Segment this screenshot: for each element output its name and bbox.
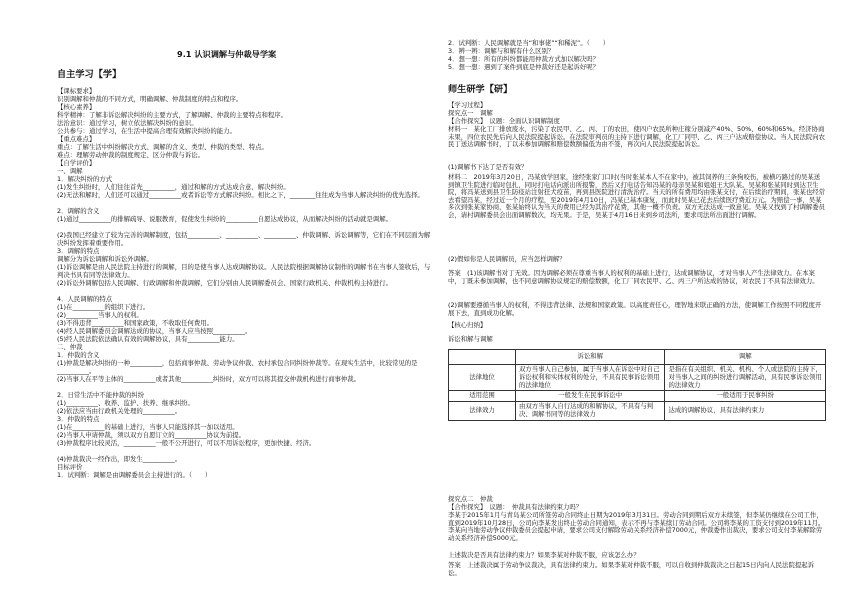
text-line: 目标评价 <box>57 463 83 471</box>
text-line: (2)依法应当由行政机关处理的__________。 <box>57 407 182 415</box>
text-line: 二、仲裁 <box>57 343 83 351</box>
table-cell: 由双方当事人自行达成的和解协议，不具有与判决、调解书同等的法律效力 <box>516 402 665 421</box>
table-header-cell: 诉讼和解 <box>516 350 665 365</box>
answer-paragraph: (2)调解要遵循当事人的权利，不得违背法律、法规和国家政策。以高度责任心，理智地来联正确的方法，使调解工作按照不同程度开展下去，直到成功化解。 <box>448 301 822 317</box>
text-line: (5)经人民法院依法确认有效的调解协议，具有__________能力。 <box>57 335 239 343</box>
text-line: 【课标要求】 <box>57 87 96 95</box>
table-header-cell: 调解 <box>665 350 826 365</box>
text-line: (1)在__________的基础上进行，当事人只能选择其一加以适用。 <box>57 423 239 431</box>
text-line: (2)当事人在平等主体的__________或者其他__________纠纷时，双方可以将其提交仲裁机构进行商事仲裁。 <box>57 375 361 383</box>
text-line: 3．调解的特点 <box>57 247 100 255</box>
table-row <box>449 402 826 421</box>
text-line: (2)诉讼外调解包括人民调解、行政调解和仲裁调解，它们分别由人民调解委员会、国家行政机关、仲裁机构主持进行。 <box>57 279 392 287</box>
table-cell: 一般发生在民事诉讼中 <box>516 391 665 402</box>
text-line: 【学习过程】 <box>448 101 487 109</box>
text-line: (1)在__________的组织下进行。 <box>57 303 150 311</box>
text-line: 3．辨一辨：调解与和解有什么区别？ <box>448 47 555 55</box>
material-two: 材料二 2019年3月20日，冯某放学回家，途经张家门口时(当时张某本人不在家中)，被其饲养的三条狗咬伤，被横巧路过的吴某送到镇卫生院进行临时包扎，同时打电话向派出所报警，然后又打电话告知冯某的母亲吴某和姐姐王大队某。吴某和张某同时到达卫生院，将冯某送到县卫生防疫站注射狂犬疫苗，再到县医院进行清洗治疗。当天的所有费用均由张某支付，在后续治疗期间，张某也经常去看望冯某，经过近一个月的疗程，至2019年4月10日，冯某已基本康复，而此时吴某已花去后续医疗费近万元。为赔偿一事，吴某多次到张某家协商，张某始终认为当天的费用已经为其治疗花费，其他一概不负责。双方无法达成一致意见。吴某又找到了村调解委员会，请村调解委员会出面调解数次，均无果。于是，吴某于4月16日来到乡司法所，要求司法所出面进行调解。 <box>448 173 826 219</box>
text-line: (2)我国已经建立了较为完善的调解制度，包括__________、__________、__________、仲裁调解、诉讼调解等，它们在不同层面为解决纠纷发挥着重要作用。 <box>57 231 431 247</box>
text-line: (2)当事人申请仲裁，须以双方自愿订立的__________协议为前提。 <box>57 431 245 439</box>
answer-paragraph: 答案 (1)该调解书对丁无效。因为调解必须在尊重当事人的权利的基础上进行，达成调解协议，才对当事人产生法律效力。在本案中，丁既未参加调解，也不同意调解协议规定的赔偿数额，化工厂同农民甲、乙、丙三户所达成的协议，对农民丁不具有法律效力。 <box>448 269 819 285</box>
text-line: 难点：理解劳动仲裁的制度规定、区分仲裁与诉讼。 <box>57 151 204 159</box>
section-heading-self-study: 自主学习【学】 <box>57 69 122 80</box>
table-cell: 达成的调解协议，具有法律约束力 <box>665 402 826 421</box>
answer-paragraph: 答案 上述裁决属于劳动争议裁决，具有法律约束力。如果李某对仲裁不服，可以自收到仲裁裁决之日起15日内向人民法院提起诉讼。 <box>448 561 815 577</box>
text-line: (1)诉讼调解是由人民法院主持进行的调解，目的是使当事人达成调解协议。人民法院根据调解协议制作的调解书在当事人签收后，与判决书具有同等法律效力。 <box>57 263 431 279</box>
question-line: 上述裁决是否具有法律约束力？如果李某对仲裁不服，应该怎么办？ <box>448 551 640 559</box>
page-title: 9.1 认识调解与仲裁导学案 <box>177 49 277 59</box>
text-line: (1)发生纠纷时，人们往往首先__________，通过和解的方式达成合意、解决纠纷。 <box>57 183 290 191</box>
text-line: (4)仲裁裁决一经作出，即发生__________。 <box>57 455 182 463</box>
text-line: 4．人民调解的特点 <box>57 295 113 303</box>
text-line: 【核心归纳】 <box>448 321 487 329</box>
text-line: 识别调解和仲裁的不同方式，明确调解、仲裁制度的特点和程序。 <box>57 95 243 103</box>
text-line: (2)无法和解时，人们还可以通过__________或者诉讼等方式解决纠纷。相比之下，________往往成为当事人解决纠纷的优先选择。 <box>57 191 424 199</box>
text-line: 2．试判断：人民调解就是当“和事佬”“和稀泥”。（ ） <box>448 39 610 47</box>
text-line: 4．想一想：所有的纠纷都能用仲裁方式加以解决吗？ <box>448 55 600 63</box>
table-row <box>449 365 826 391</box>
text-line: 法治意识：通过学习，树立依法解决纠纷的意识。 <box>57 119 198 127</box>
case-paragraph: 李某于2015年1月与青岛某公司所签劳动合同终止日期为2019年3月31日。劳动合同到期后双方未续签，但李某仍继续在公司工作，直到2019年10月28日，公司向李某发出终止劳动合同通知，表示不再与李某续订劳动合同。公司将李某的工资支付到2019年11月。李某向当地劳动争议仲裁委员会提起申请，要求公司支付解除劳动关系经济补偿7000元，仲裁委作出裁决，要求公司支付李某解除劳动关系经济补偿5000元。 <box>448 511 825 542</box>
text-line: (2)__________当事人的权利。 <box>57 311 143 319</box>
text-line: (4)经人民调解委员会调解达成的协议，当事人应当按照__________。 <box>57 327 252 335</box>
question-line: (2)假如你是人民调解员，应当怎样调解？ <box>448 255 566 263</box>
section-heading-teacher-student: 师生研学【研】 <box>448 84 513 95</box>
text-line: 1．试判断：调解是由调解委员会主持进行的。（ ） <box>57 471 212 479</box>
text-line: 科学精神：了解非诉讼解决纠纷的主要方式，了解调解、仲裁的主要特点和程序。 <box>57 111 288 119</box>
text-line: 一、调解 <box>57 167 83 175</box>
question-line: (1)调解书下达了是否有效？ <box>448 163 528 171</box>
text-line: 2．日常生活中不能仲裁的纠纷 <box>57 391 145 399</box>
text-line: (1)__________、收养、监护、扶养、继承纠纷。 <box>57 399 194 407</box>
text-line: 2．调解的含义 <box>57 207 100 215</box>
text-line: 公共参与：通过学习，在生活中提高合理有效解决纠纷的能力。 <box>57 127 236 135</box>
table-cell: 是指在有关组织、机关、机构、个人或法院的主持下，对当事人之间的纠纷进行调解活动，具有民事诉讼领用的法律效力 <box>665 365 826 391</box>
table-row-label: 法律地位 <box>449 365 516 391</box>
text-line: 探究点二 仲裁 <box>448 495 493 503</box>
text-line: 【核心素养】 <box>57 103 96 111</box>
text-line: 调解分为诉讼调解和诉讼外调解。 <box>57 255 153 263</box>
table-caption: 诉讼和解与调解 <box>448 335 493 343</box>
text-line: 3．仲裁的特点 <box>57 415 100 423</box>
table-cell: 一般适用于民事纠纷 <box>665 391 826 402</box>
text-line: (1)仲裁是解决纠纷的一种__________，包括商事仲裁、劳动争议仲裁、农村承包合同纠纷仲裁等。在现实生活中，比较常见的是__________。 <box>57 359 418 375</box>
text-line: (3)不得违背__________和国家政策，不收取任何费用。 <box>57 319 214 327</box>
table-row <box>449 391 826 402</box>
table-row-label: 适用范围 <box>449 391 516 402</box>
material-one: 材料一 某化工厂排放废水，污染了农民甲、乙、丙、丁的农田，使四户农民所种庄稼分别减产40%、50%、60%和65%。经济协商未果，四位农民先后向人民法院提起诉讼。在法院审判员的主持下进行调解，化工厂同甲、乙、丙三户达成赔偿协议。当人民法院向农民丁送达调解书时，丁以未参加调解和赔偿数额偏低为由不签，再次向人民法院提起诉讼。 <box>448 125 826 149</box>
text-line: 1．仲裁的含义 <box>57 351 100 359</box>
comparison-table <box>448 349 826 421</box>
text-line: 【合作探究】 议题： 仲裁具有法律约束力吗？ <box>448 503 583 511</box>
table-header-row <box>449 350 826 365</box>
table-header-cell <box>449 350 516 365</box>
table-row-label: 法律效力 <box>449 402 516 421</box>
text-line: 探究点一 调解 <box>448 109 493 117</box>
text-line: 重点：了解生活中纠纷解决方式、调解的含义、类型、仲裁的类型、特点。 <box>57 143 268 151</box>
text-line: 【重点难点】 <box>57 135 96 143</box>
text-line: 1．解决纠纷的方式 <box>57 175 113 183</box>
text-line: (1)通过__________的排解疏导、说服教育，促使发生纠纷的__________自愿达成协议，从而解决纠纷的活动就是调解。 <box>57 215 392 223</box>
text-line: 【自学评价】 <box>57 159 96 167</box>
text-line: 5．想一想：遇到了案件到底是仲裁好还是起诉好呢？ <box>448 63 600 71</box>
text-line: (3)仲裁程序比较灵活，__________一般不公开进行，可以不用诉讼程序，更加快捷、经济。 <box>57 439 316 447</box>
table-cell: 双方当事人自己参加，属于当事人在诉讼中对自己诉讼权利和实体权利的处分，不具有民事诉讼领用的法律地位 <box>516 365 665 391</box>
text-line: 【合作探究】 议题：全面认识调解制度 <box>448 117 560 125</box>
